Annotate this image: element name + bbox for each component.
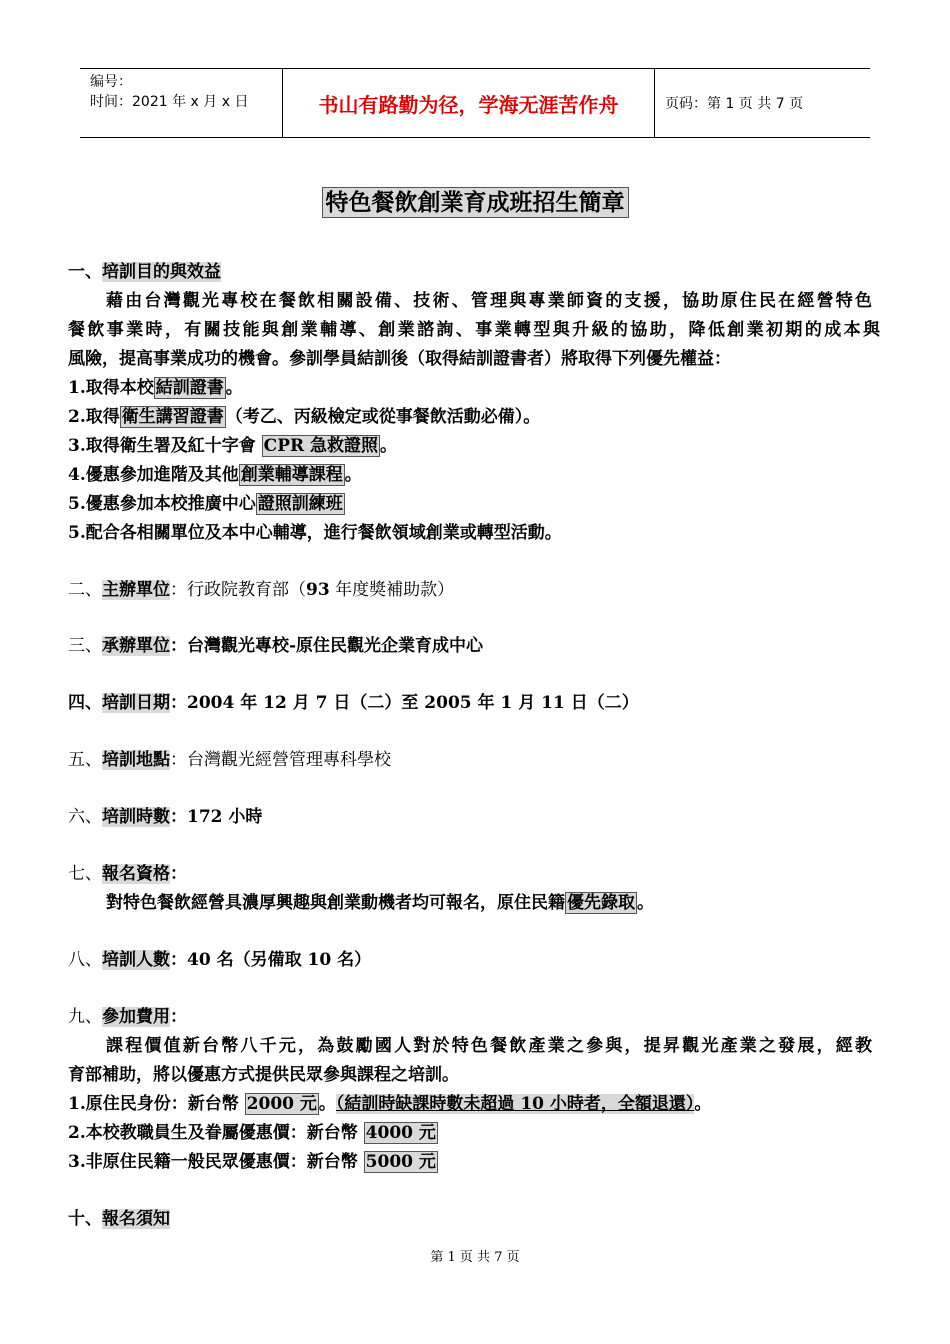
section-4-dates: 四、培訓日期：2004 年 12 月 7 日（二）至 2005 年 1 月 11 日（二）	[68, 693, 639, 713]
section-9-heading: 九、參加費用：	[68, 1007, 187, 1027]
benefit-item-4: 4.優惠參加進階及其他 創業輔導課程 。	[68, 465, 362, 485]
section-1-heading: 一、培訓目的與效益	[68, 262, 221, 282]
section-5-location: 五、培訓地點：台灣觀光經營管理專科學校	[68, 750, 391, 770]
section-1-para-line3: 風險，提高事業成功的機會。參訓學員結訓後（取得結訓證書者）將取得下列優先權益：	[68, 349, 731, 369]
time-label: 时间：2021 年 x 月 x 日	[90, 94, 249, 110]
page-header	[80, 68, 870, 138]
benefit-item-3: 3.取得衛生署及紅十字會 CPR 急救證照 。	[68, 436, 398, 456]
page-footer: 第 1 页 共 7 页	[430, 1250, 520, 1265]
section-10-heading: 十、報名須知	[68, 1209, 170, 1229]
section-7-body: 對特色餐飲經營具濃厚興趣與創業動機者均可報名，原住民籍 優先錄取 。	[106, 893, 654, 913]
fee-item-3: 3.非原住民籍一般民眾優惠價：新台幣 5000 元	[68, 1152, 436, 1172]
fee-item-2: 2.本校教職員生及眷屬優惠價：新台幣 4000 元	[68, 1123, 436, 1143]
number-label: 编号：	[90, 74, 132, 90]
benefit-item-6: 5.配合各相關單位及本中心輔導，進行餐飲領域創業或轉型活動。	[68, 523, 562, 543]
header-motto: 书山有路勤为径，学海无涯苦作舟	[283, 69, 655, 137]
section-3-executor: 三、承辦單位：台灣觀光專校-原住民觀光企業育成中心	[68, 636, 484, 656]
section-9-para-line2: 育部補助，將以優惠方式提供民眾參與課程之培訓。	[68, 1065, 459, 1085]
section-2-organizer: 二、主辦單位：行政院教育部（93 年度獎補助款）	[68, 580, 455, 600]
section-1-para-line1: 藉由台灣觀光專校在餐飲相關設備、技術、管理與專業師資的支援，協助原住民在經營特色	[106, 291, 872, 311]
header-page-info: 页码：第 1 页 共 7 页	[665, 96, 804, 112]
section-6-hours: 六、培訓時數：172 小時	[68, 807, 263, 827]
header-meta	[80, 69, 283, 137]
section-7-heading: 七、報名資格：	[68, 864, 187, 884]
benefit-item-5: 5.優惠參加本校推廣中心 證照訓練班	[68, 494, 343, 514]
section-9-para-line1: 課程價值新台幣八千元，為鼓勵國人對於特色餐飲產業之參與，提昇觀光產業之發展，經教	[106, 1036, 872, 1056]
section-1-para-line2: 餐飲事業時，有關技能與創業輔導、創業諮詢、事業轉型與升級的協助，降低創業初期的成本與	[68, 320, 880, 340]
benefit-item-1: 1.取得本校 結訓證書 。	[68, 378, 243, 398]
benefit-item-2: 2.取得 衛生講習證書 （考乙、丙級檢定或從事餐飲活動必備）。	[68, 407, 541, 427]
document-title: 特色餐飲創業育成班招生簡章	[0, 184, 950, 217]
fee-item-1: 1.原住民身份：新台幣 2000 元 。（結訓時缺課時數未超過 10 小時者，全額退還）。	[68, 1094, 712, 1114]
section-8-quota: 八、培訓人數：40 名（另備取 10 名）	[68, 950, 372, 970]
